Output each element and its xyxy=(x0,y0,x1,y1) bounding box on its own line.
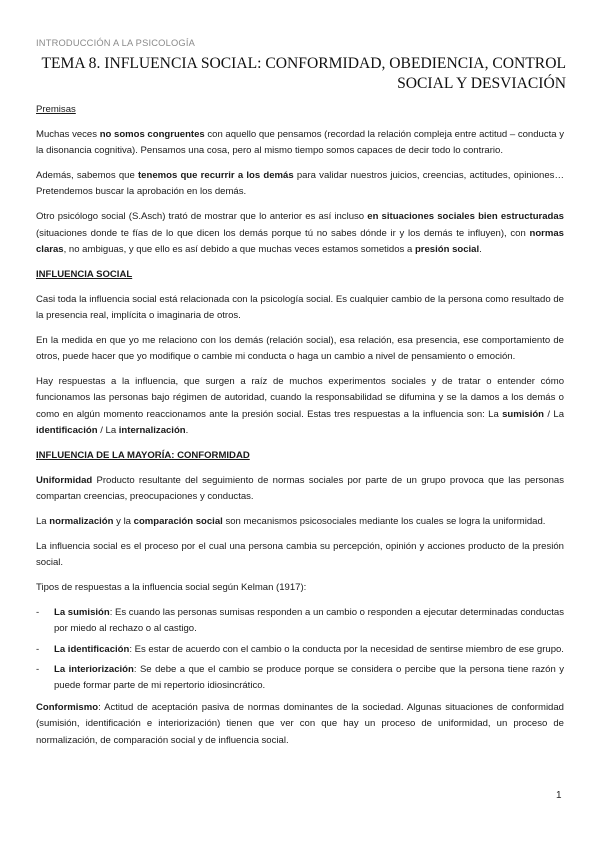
list-item: - La interiorización: Se debe a que el cambio se produce porque se considera o percibe que la persona tiene razón y puede formar parte de mi repertorio idiosincrático. xyxy=(36,663,564,692)
document-body xyxy=(36,102,564,758)
page-number: 1 xyxy=(556,790,562,801)
title-line-1: TEMA 8. INFLUENCIA SOCIAL: CONFORMIDAD, OBEDIENCIA, CONTROL xyxy=(41,55,566,72)
influencia-paragraph-3: Hay respuestas a la influencia, que surgen a raíz de muchos experimentos sociales y de tratar o entender cómo funcionamos las personas bajo régimen de autoridad, cuando la responsabilidad se difumina y se la damos a los demás o como en algún momento reaccionamos ante la presión social. Estas tres respuestas a la influencia son: La sumisión / La identificación / La internalización. xyxy=(36,376,565,436)
course-header: INTRODUCCIÓN A LA PSICOLOGÍA xyxy=(36,38,196,48)
mayoria-paragraph-4: Tipos de respuestas a la influencia social según Kelman (1917): xyxy=(36,582,307,594)
title-line-2: SOCIAL Y DESVIACIÓN xyxy=(397,75,566,92)
heading-influencia-mayoria: INFLUENCIA DE LA MAYORÍA: CONFORMIDAD xyxy=(36,449,250,461)
influencia-paragraph-2: En la medida en que yo me relaciono con los demás (relación social), esa relación, esa presencia, ese comportamiento de otros, puede hacer que yo modifique o cambie mi conducta o haga un cambio a nivel de pensamiento o emoción. xyxy=(36,335,564,363)
heading-influencia-social: INFLUENCIA SOCIAL xyxy=(36,268,133,280)
kelman-response-list xyxy=(36,605,564,694)
mayoria-paragraph-2: La normalización y la comparación social son mecanismos psicosociales mediante los cuales se logra la uniformidad. xyxy=(36,516,546,528)
influencia-paragraph-1: Casi toda la influencia social está relacionada con la psicología social. Es cualquier cambio de la persona como resultado de la presencia real, implícita o imaginaria de otros. xyxy=(36,293,564,322)
premisas-paragraph-2: Además, sabemos que tenemos que recurrir a los demás para validar nuestros juicios, creencias, actitudes, opiniones… Pretendemos buscar la aprobación en los demás. xyxy=(36,170,564,198)
list-item: - La sumisión: Es cuando las personas sumisas responden a un cambio o responden a ejecutar determinadas conductas por miedo al rechazo o al castigo. xyxy=(36,607,564,635)
premisas-paragraph-1: Muchas veces no somos congruentes con aquello que pensamos (recordad la relación compleja entre actitud – conducta y la disonancia cognitiva). Pensamos una cosa, pero al mismo tiempo somos capaces de decir todo lo contrario. xyxy=(36,129,565,157)
list-item: - La identificación: Es estar de acuerdo con el cambio o la conducta por la necesidad de sentirse miembro de ese grupo. xyxy=(36,643,564,655)
mayoria-paragraph-5: Conformismo: Actitud de aceptación pasiva de normas dominantes de la sociedad. Algunas situaciones de conformidad (sumisión, identificación e interiorización) tienen que ver con que hay un proceso de uniformidad, un proceso de normalización, de comparación social y de influencia social. xyxy=(36,702,564,746)
mayoria-paragraph-3: La influencia social es el proceso por el cual una persona cambia su percepción, opinión y acciones producto de la presión social. xyxy=(36,541,564,569)
mayoria-paragraph-1: Uniformidad Producto resultante del seguimiento de normas sociales por parte de un grupo provoca que las personas compartan creencias, preocupaciones y conductas. xyxy=(36,474,564,503)
premisas-paragraph-3: Otro psicólogo social (S.Asch) trató de mostrar que lo anterior es así incluso en situaciones sociales bien estructuradas (situaciones donde te fías de lo que dicen los demás porque tú no sabes dónde ir y los demás te influyen), con normas claras, no ambiguas, y que ello es así debido a que muchas veces estamos sometidos a presión social. xyxy=(36,211,564,255)
page-title xyxy=(40,54,566,94)
heading-premisas: Premisas xyxy=(36,104,76,115)
